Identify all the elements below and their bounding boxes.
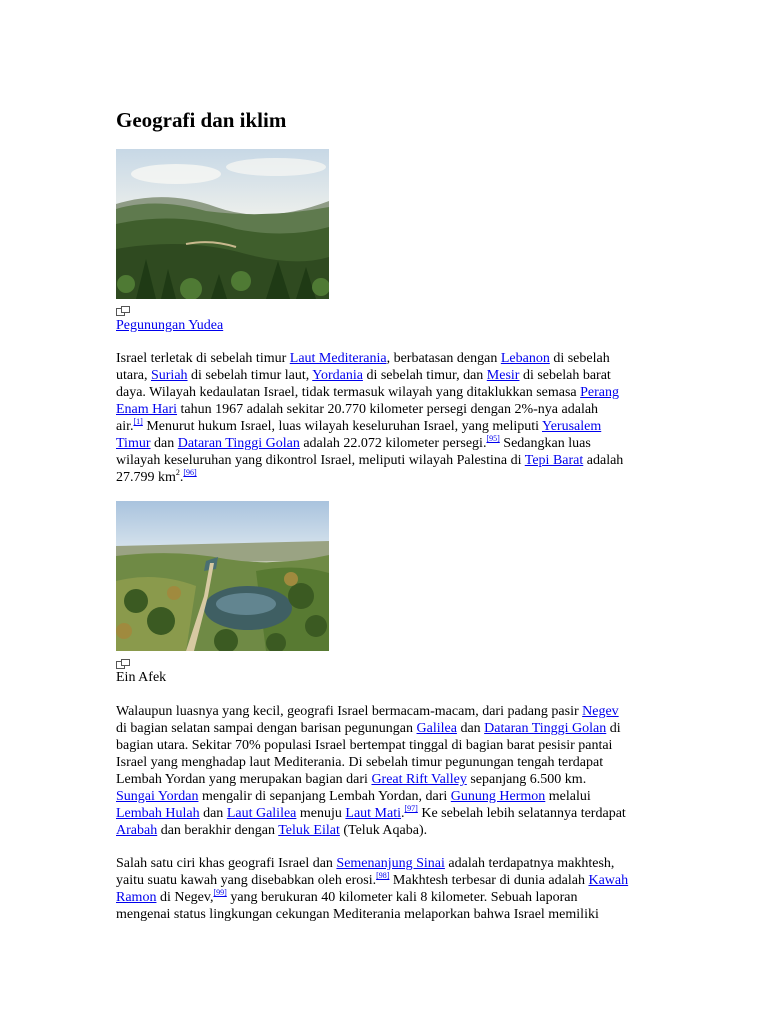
link-great-rift-valley[interactable]: Great Rift Valley — [371, 772, 467, 787]
text: dan berakhir dengan — [157, 823, 279, 838]
link-perang-enam-hari[interactable]: Perang — [580, 385, 620, 400]
text: melalui — [545, 789, 591, 804]
text: di sebelah — [549, 351, 610, 366]
enlarge-icon[interactable] — [116, 306, 130, 316]
paragraph-2 — [116, 703, 688, 839]
text: Israel terletak di sebelah timur — [116, 351, 290, 366]
enlarge-icon[interactable] — [116, 659, 130, 669]
text: tahun 1967 adalah sekitar 20.770 kilometer persegi dengan 2%-nya adalah — [177, 402, 599, 417]
text: bagian utara. Sekitar 70% populasi Israel bertempat tinggal di bagian barat pesisir pantai — [116, 738, 613, 753]
figure2-caption: Ein Afek — [116, 670, 167, 685]
text: Lembah Yordan yang merupakan bagian dari — [116, 772, 372, 787]
judean-mountains-image — [116, 149, 329, 299]
link-laut-mati[interactable]: Laut Mati — [345, 806, 401, 821]
section-title: Geografi dan iklim — [116, 108, 287, 132]
link-gunung-hermon[interactable]: Gunung Hermon — [450, 789, 546, 804]
ref-96[interactable]: [96] — [183, 468, 197, 477]
link-dataran-tinggi-golan[interactable]: Dataran Tinggi Golan — [177, 436, 300, 451]
text: Israel yang menghadap laut Mediterania. Di sebelah timur pegunungan tengah terdapat — [116, 755, 604, 770]
ref-98[interactable]: [98] — [376, 871, 390, 880]
link-teluk-eilat[interactable]: Teluk Eilat — [278, 823, 340, 838]
text: di bagian selatan sampai dengan barisan pegunungan — [116, 721, 417, 736]
text: adalah terdapatnya makhtesh, — [444, 856, 615, 871]
text: adalah — [583, 453, 624, 468]
figure1-caption — [116, 317, 223, 334]
link-yerusalem-timur[interactable]: Yerusalem — [541, 419, 602, 434]
text: yang berukuran 40 kilometer kali 8 kilometer. Sebuah laporan — [226, 890, 578, 905]
superscript-2: 2 — [175, 468, 180, 477]
ref-97[interactable]: [97] — [404, 804, 418, 813]
link-laut-galilea[interactable]: Laut Galilea — [226, 806, 297, 821]
judean-mountains-photo[interactable] — [116, 149, 329, 299]
text: di sebelah timur, dan — [362, 368, 487, 383]
text: , berbatasan dengan — [386, 351, 501, 366]
link-kawah-ramon[interactable]: Kawah — [588, 873, 629, 888]
link-dataran-tinggi-golan-2[interactable]: Dataran Tinggi Golan — [484, 721, 607, 736]
text: di sebelah barat — [519, 368, 611, 383]
text: mengenai status lingkungan cekungan Mediterania melaporkan bahwa Israel memiliki — [116, 907, 599, 922]
link-tepi-barat[interactable]: Tepi Barat — [524, 453, 584, 468]
link-perang-enam-hari-cont[interactable]: Enam Hari — [116, 402, 178, 417]
ein-afek-image — [116, 501, 329, 651]
link-yordania[interactable]: Yordania — [312, 368, 363, 383]
paragraph-3 — [116, 855, 688, 923]
text: Makhtesh terbesar di dunia adalah — [389, 873, 589, 888]
link-kawah-ramon-cont[interactable]: Ramon — [116, 890, 157, 905]
text: Sedangkan luas — [499, 436, 591, 451]
text: di Negev, — [156, 890, 214, 905]
link-sungai-yordan[interactable]: Sungai Yordan — [116, 789, 199, 804]
text: Ke sebelah lebih selatannya terdapat — [417, 806, 626, 821]
ref-99[interactable]: [99] — [213, 888, 227, 897]
link-mesir[interactable]: Mesir — [486, 368, 520, 383]
text: yaitu suatu kawah yang disebabkan oleh erosi. — [116, 873, 377, 888]
caption-link-pegunungan-yudea[interactable]: Pegunungan Yudea — [116, 318, 224, 333]
link-lebanon[interactable]: Lebanon — [500, 351, 550, 366]
link-negev[interactable]: Negev — [582, 704, 619, 719]
link-lembah-hulah[interactable]: Lembah Hulah — [116, 806, 200, 821]
text: (Teluk Aqaba). — [339, 823, 428, 838]
ref-1[interactable]: [1] — [133, 417, 143, 426]
text: dan — [199, 806, 227, 821]
link-suriah[interactable]: Suriah — [150, 368, 188, 383]
link-yerusalem-timur-cont[interactable]: Timur — [116, 436, 151, 451]
text: wilayah keseluruhan yang dikontrol Israel, meliputi wilayah Palestina di — [116, 453, 525, 468]
text: Menurut hukum Israel, luas wilayah keseluruhan Israel, yang meliputi — [142, 419, 542, 434]
text: menuju — [296, 806, 346, 821]
text: utara, — [116, 368, 151, 383]
text: . — [179, 470, 184, 485]
text: di — [606, 721, 621, 736]
text: Salah satu ciri khas geografi Israel dan — [116, 856, 337, 871]
link-arabah[interactable]: Arabah — [116, 823, 158, 838]
text: 27.799 km — [116, 470, 176, 485]
ref-95[interactable]: [95] — [486, 434, 500, 443]
link-galilea[interactable]: Galilea — [416, 721, 457, 736]
text: mengalir di sepanjang Lembah Yordan, dari — [198, 789, 451, 804]
text: air. — [116, 419, 134, 434]
text: daya. Wilayah kedaulatan Israel, tidak termasuk wilayah yang ditaklukkan semasa — [116, 385, 581, 400]
text: dan — [456, 721, 485, 736]
text: Walaupun luasnya yang kecil, geografi Israel bermacam-macam, dari padang pasir — [116, 704, 583, 719]
link-laut-mediterania[interactable]: Laut Mediterania — [289, 351, 387, 366]
text: di sebelah timur laut, — [187, 368, 313, 383]
ein-afek-photo[interactable] — [116, 501, 329, 651]
text: adalah 22.072 kilometer persegi. — [299, 436, 487, 451]
text: . — [401, 806, 405, 821]
link-semenanjung-sinai[interactable]: Semenanjung Sinai — [336, 856, 445, 871]
text: sepanjang 6.500 km. — [466, 772, 587, 787]
text: dan — [150, 436, 178, 451]
paragraph-1 — [116, 350, 688, 486]
